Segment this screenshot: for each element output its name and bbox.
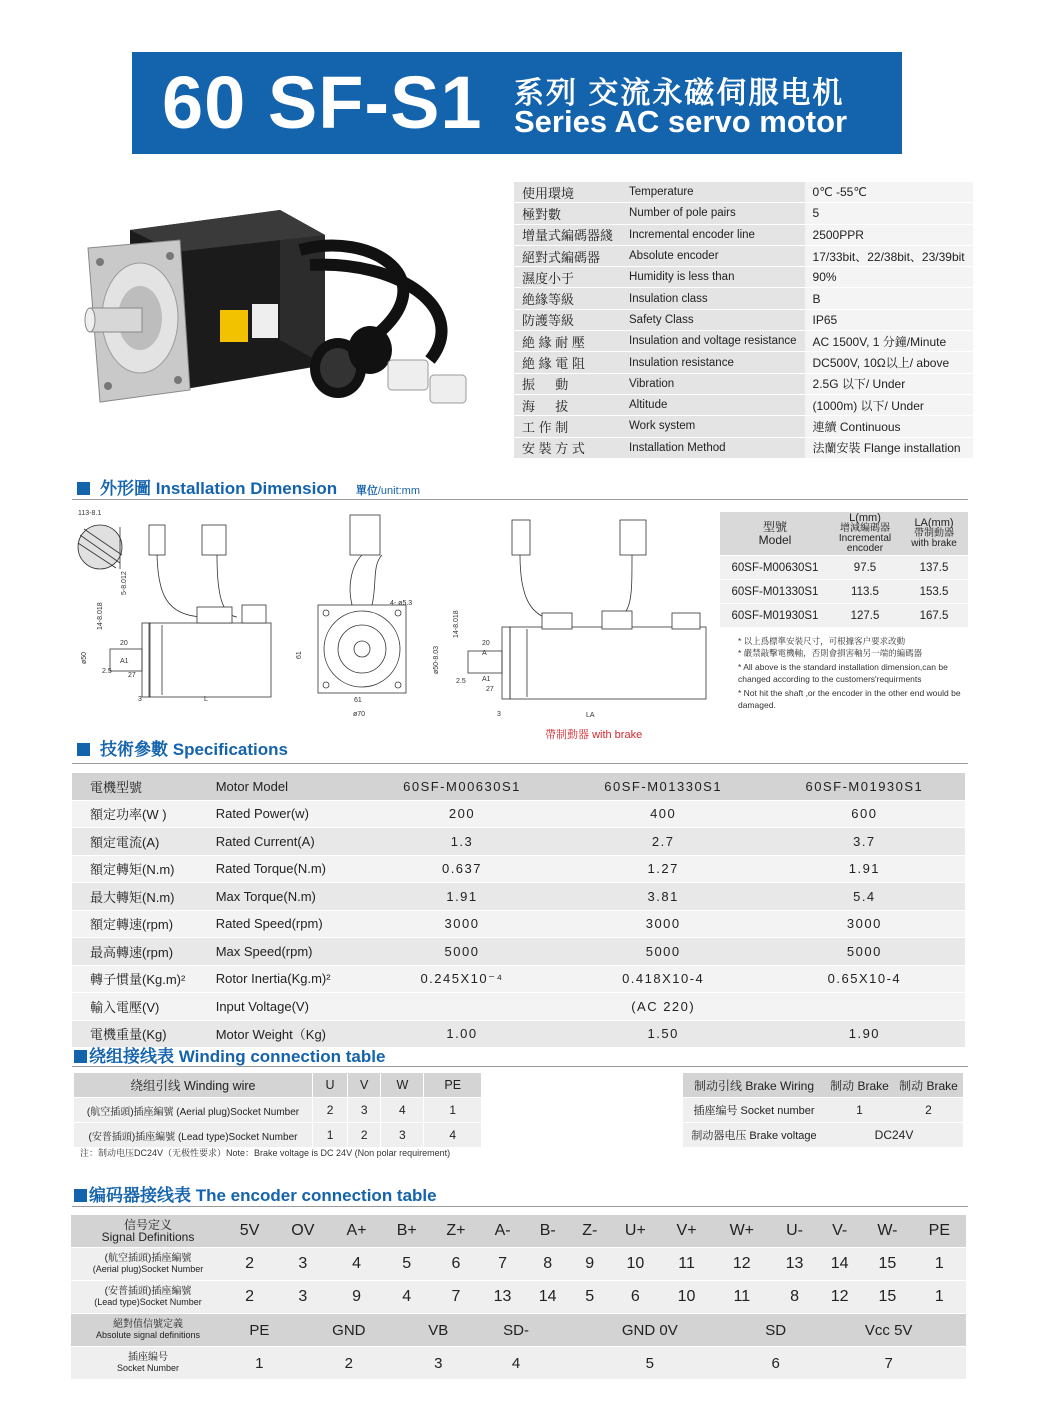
spec-label-cn: 轉子慣量(Kg.m)²	[72, 965, 215, 993]
spec-label-en: Max Torque(N.m)	[215, 883, 362, 911]
spec-heading-en: Specifications	[172, 740, 288, 759]
encoder-heading-cn: 编码器接线表	[89, 1186, 191, 1205]
dim-head-la-en: with brake	[911, 538, 957, 549]
abs-sig-label	[71, 1314, 225, 1347]
spec-value: 0.245X10⁻⁴	[361, 965, 562, 993]
dim-20-b: 20	[482, 640, 490, 647]
dim-61-v: 61	[296, 651, 303, 659]
dim-model: 60SF-M01930S1	[720, 604, 830, 628]
dimension-table	[720, 512, 968, 628]
env-label-cn: 絶 緣 電 阻	[514, 352, 621, 373]
dim-head-l-en1: Incremental	[838, 533, 892, 544]
brake-label	[545, 726, 642, 742]
abs-socket-pin: 7	[811, 1347, 966, 1380]
spec-head-m1: 60SF-M00630S1	[361, 773, 562, 800]
spec-weight-en: Motor Weight（Kg)	[215, 1020, 362, 1048]
dim-model: 60SF-M01330S1	[720, 580, 830, 604]
env-value: 2.5G 以下/ Under	[805, 373, 973, 394]
spec-label-cn: 額定轉矩(N.m)	[72, 855, 215, 883]
env-label-cn: 濕度小于	[514, 267, 621, 288]
env-label-cn: 極對數	[514, 203, 621, 224]
dim-27: 27	[128, 672, 136, 679]
enc-aerial-pin: 4	[331, 1248, 381, 1281]
spec-row	[72, 855, 965, 883]
spec-label-en: Max Speed(rpm)	[215, 938, 362, 966]
env-label-en: Humidity is less than	[621, 267, 805, 288]
dimension-drawings	[72, 505, 717, 735]
dim-3-b: 3	[497, 711, 501, 718]
env-value: IP65	[805, 309, 973, 330]
abs-sig-cn: 絕對值信號定義	[113, 1318, 183, 1330]
dim-la: LA	[586, 712, 595, 719]
model-title: 60 SF-S1	[162, 61, 483, 144]
spec-weight-v3: 1.90	[764, 1020, 965, 1048]
dim-14-b: 14-8.018	[453, 610, 460, 638]
enc-lead-pin: 7	[432, 1281, 480, 1314]
dim-head-model-cn: 型號	[762, 519, 787, 534]
enc-aerial-pin: 7	[480, 1248, 525, 1281]
enc-lead-label	[71, 1281, 225, 1314]
env-label-en: Installation Method	[621, 437, 805, 458]
dim-a1-b: A1	[482, 676, 491, 683]
spec-value: 1.27	[563, 855, 764, 883]
enc-signal: Z+	[432, 1215, 480, 1248]
enc-lead-pin: 15	[862, 1281, 912, 1314]
dim-27-b: 27	[486, 686, 494, 693]
spec-value: 5000	[764, 938, 965, 966]
header-banner	[132, 52, 902, 154]
winding-table	[74, 1073, 482, 1148]
env-row	[514, 373, 973, 394]
spec-label-cn: 最大轉矩(N.m)	[72, 883, 215, 911]
enc-aerial-pin: 11	[661, 1248, 711, 1281]
enc-signal: W-	[862, 1215, 912, 1248]
winding-heading-en: Winding connection table	[178, 1047, 386, 1066]
env-value: 17/33bit、22/38bit、23/39bit	[805, 245, 973, 266]
install-heading-en: Installation Dimension	[155, 479, 338, 498]
spec-table	[72, 773, 965, 1048]
env-row	[514, 394, 973, 415]
spec-value: 3000	[361, 910, 562, 938]
env-label-en: Safety Class	[621, 309, 805, 330]
wind-value: 3	[381, 1123, 424, 1148]
abs-socket-pin: 2	[294, 1347, 404, 1380]
abs-signal: PE	[225, 1314, 294, 1347]
enc-aerial-en: (Aerial plug)Socket Number	[92, 1263, 204, 1274]
spec-value: 3.7	[764, 828, 965, 856]
dim-l-value: 97.5	[830, 556, 900, 580]
env-label-en: Insulation and voltage resistance	[621, 331, 805, 352]
env-value: 5	[805, 203, 973, 224]
enc-aerial-pin: 8	[525, 1248, 570, 1281]
spec-value: 0.418X10-4	[563, 965, 764, 993]
note-1: * 以上爲標準安裝尺寸，可根據客户要求改動	[738, 636, 906, 646]
env-row	[514, 331, 973, 352]
spec-value: 1.3	[361, 828, 562, 856]
spec-value: 5000	[563, 938, 764, 966]
brake-socket-label: 插座编号 Socket number	[683, 1098, 825, 1123]
abs-sock-cn: 插座编号	[128, 1351, 168, 1363]
spec-label-cn: 額定功率(W )	[72, 800, 215, 828]
enc-signal: W+	[712, 1215, 772, 1248]
spec-label-en: Rated Power(w)	[215, 800, 362, 828]
title-cn: 系列 交流永磁伺服电机	[514, 77, 845, 110]
unit-cn: 單位	[355, 485, 378, 497]
spec-label-en: Rated Current(A)	[215, 828, 362, 856]
enc-sig-label	[71, 1215, 225, 1248]
env-label-cn: 安 裝 方 式	[514, 437, 621, 458]
spec-head-m2: 60SF-M01330S1	[563, 773, 764, 800]
env-label-cn: 工 作 制	[514, 416, 621, 437]
spec-label-en: Rated Speed(rpm)	[215, 910, 362, 938]
env-row	[514, 182, 973, 203]
spec-label-cn: 額定電流(A)	[72, 828, 215, 856]
dim-61: 61	[354, 697, 362, 704]
env-row	[514, 437, 973, 458]
env-label-cn: 防護等級	[514, 309, 621, 330]
env-value: 0℃ -55℃	[805, 182, 973, 203]
abs-socket-pin: 6	[740, 1347, 811, 1380]
dim-14: 14-8.018	[97, 602, 104, 630]
brake-table	[683, 1073, 963, 1148]
dim-model: 60SF-M00630S1	[720, 556, 830, 580]
brake-head-1: 制动 Brake	[825, 1073, 894, 1098]
dim-2-5: 2.5	[102, 668, 112, 675]
env-row	[514, 309, 973, 330]
spec-voltage-cn: 輸入電壓(V)	[72, 993, 215, 1021]
enc-aerial-cn: (航空插頭)插座編號	[104, 1252, 192, 1264]
spec-row	[72, 938, 965, 966]
spec-row	[72, 910, 965, 938]
enc-lead-pin: 5	[570, 1281, 609, 1314]
dim-3: 3	[138, 696, 142, 703]
enc-lead-pin: 8	[772, 1281, 817, 1314]
enc-aerial-label	[71, 1248, 225, 1281]
env-value: DC500V, 10Ω以上/ above	[805, 352, 973, 373]
spec-voltage-value: (AC 220)	[361, 993, 965, 1021]
winding-heading-cn: 绕组接线表	[89, 1047, 174, 1066]
spec-value: 400	[563, 800, 764, 828]
spec-value: 0.65X10-4	[764, 965, 965, 993]
enc-lead-pin: 14	[525, 1281, 570, 1314]
wind-value: 3	[348, 1098, 381, 1123]
wind-head-w: W	[381, 1073, 424, 1098]
spec-label-cn: 額定轉速(rpm)	[72, 910, 215, 938]
dimension-notes	[738, 636, 968, 711]
enc-lead-pin: 13	[480, 1281, 525, 1314]
wind-value: 4	[381, 1098, 424, 1123]
divider	[72, 763, 968, 764]
abs-signal: Vcc 5V	[811, 1314, 966, 1347]
env-value: B	[805, 288, 973, 309]
enc-lead-pin: 6	[609, 1281, 661, 1314]
enc-signal: U+	[609, 1215, 661, 1248]
spec-head-cn: 電機型號	[72, 773, 215, 800]
dim-head-l-cn: 增減編碼器	[840, 523, 890, 534]
dim-head-la-cn: 帶制動器	[914, 528, 954, 539]
brake-head-2: 制动 Brake	[894, 1073, 963, 1098]
dim-head-la-top: LA(mm)	[914, 517, 954, 529]
dim-head-l-en2: encoder	[846, 543, 884, 554]
spec-value: 1.91	[764, 855, 965, 883]
environment-table	[514, 182, 973, 459]
wind-label: (航空插頭)插座編號 (Aerial plug)Socket Number	[74, 1098, 313, 1123]
enc-aerial-pin: 13	[772, 1248, 817, 1281]
env-label-en: Vibration	[621, 373, 805, 394]
divider	[72, 1066, 968, 1067]
unit-label	[356, 485, 420, 497]
env-label-en: Number of pole pairs	[621, 203, 805, 224]
env-row	[514, 267, 973, 288]
encoder-table	[71, 1215, 966, 1314]
env-label-en: Incremental encoder line	[621, 224, 805, 245]
env-value: (1000m) 以下/ Under	[805, 394, 973, 415]
enc-signal: OV	[274, 1215, 331, 1248]
wind-value: 1	[313, 1123, 348, 1148]
dim-row	[720, 556, 968, 580]
title-en: Series AC servo motor	[514, 104, 848, 139]
env-label-en: Temperature	[621, 182, 805, 203]
abs-sig-en: Absolute signal definitions	[95, 1329, 201, 1340]
dim-phi50: ø50	[81, 651, 88, 664]
encoder-heading	[74, 1181, 437, 1206]
env-value: AC 1500V, 1 分鐘/Minute	[805, 331, 973, 352]
wind-head-pe: PE	[424, 1073, 482, 1098]
unit-en: /unit:mm	[377, 485, 421, 497]
divider	[72, 1206, 968, 1207]
spec-row	[72, 800, 965, 828]
env-value: 90%	[805, 267, 973, 288]
dim-head-l	[830, 512, 900, 556]
encoder-heading-en: The encoder connection table	[195, 1186, 437, 1205]
brake-label-cn: 帶制動器	[545, 729, 589, 741]
dim-5: 5-8.012	[121, 571, 128, 595]
spec-voltage-en: Input Voltage(V)	[215, 993, 362, 1021]
abs-signal: GND 0V	[560, 1314, 741, 1347]
dim-key: 113-8.1	[78, 510, 102, 517]
enc-sig-en: Signal Definitions	[101, 1230, 195, 1244]
dim-head-la	[900, 512, 968, 556]
abs-socket-pin: 3	[404, 1347, 473, 1380]
spec-head-m3: 60SF-M01930S1	[764, 773, 965, 800]
wind-label: (安普插頭)插座編號 (Lead type)Socket Number	[74, 1123, 313, 1148]
env-label-cn: 絶 緣 耐 壓	[514, 331, 621, 352]
env-label-en: Insulation class	[621, 288, 805, 309]
wind-row	[74, 1123, 482, 1148]
spec-value: 3000	[563, 910, 764, 938]
enc-aerial-pin: 6	[432, 1248, 480, 1281]
spec-label-cn: 最高轉速(rpm)	[72, 938, 215, 966]
spec-row	[72, 828, 965, 856]
env-label-cn: 絶緣等級	[514, 288, 621, 309]
spec-value: 3000	[764, 910, 965, 938]
dim-a: A	[482, 650, 487, 657]
env-row	[514, 245, 973, 266]
enc-aerial-pin: 5	[382, 1248, 432, 1281]
enc-aerial-pin: 9	[570, 1248, 609, 1281]
absolute-signal-table	[71, 1314, 966, 1380]
abs-sock-label	[71, 1347, 225, 1380]
wind-value: 2	[313, 1098, 348, 1123]
enc-aerial-pin: 10	[609, 1248, 661, 1281]
abs-signal: GND	[294, 1314, 404, 1347]
env-label-cn: 使用環境	[514, 182, 621, 203]
enc-signal: V+	[661, 1215, 711, 1248]
dim-head-model	[720, 512, 830, 556]
dim-a1: A1	[120, 658, 129, 665]
env-value: 法蘭安裝 Flange installation	[805, 437, 973, 458]
abs-socket-pin: 1	[225, 1347, 294, 1380]
enc-signal: B+	[382, 1215, 432, 1248]
dim-row	[720, 604, 968, 628]
dim-l-value: 127.5	[830, 604, 900, 628]
wind-head-v: V	[348, 1073, 381, 1098]
dim-phi70: ø70	[353, 711, 366, 718]
wind-value: 2	[348, 1123, 381, 1148]
enc-lead-pin: 11	[712, 1281, 772, 1314]
brake-socket-2: 2	[894, 1098, 963, 1123]
spec-row	[72, 883, 965, 911]
enc-signal: U-	[772, 1215, 817, 1248]
abs-signal: SD-	[473, 1314, 560, 1347]
spec-value: 3.81	[563, 883, 764, 911]
note-3: * All above is the standard installation dimension,can be changed according to the customers'requirments	[738, 662, 948, 684]
env-label-cn: 振 動	[514, 373, 621, 394]
abs-socket-pin: 5	[560, 1347, 741, 1380]
note-4: * Not hit the shaft ,or the encoder in the other end would be damaged.	[738, 688, 961, 710]
dim-l: L	[204, 696, 208, 703]
dim-la-value: 167.5	[900, 604, 968, 628]
spec-value: 5.4	[764, 883, 965, 911]
env-label-en: Altitude	[621, 394, 805, 415]
enc-signal: Z-	[570, 1215, 609, 1248]
wind-row	[74, 1098, 482, 1123]
divider	[72, 499, 968, 500]
env-row	[514, 203, 973, 224]
env-row	[514, 224, 973, 245]
abs-sock-en: Socket Number	[116, 1362, 180, 1373]
enc-lead-pin: 4	[382, 1281, 432, 1314]
spec-heading-cn: 技術參數	[100, 740, 168, 759]
enc-lead-pin: 9	[331, 1281, 381, 1314]
abs-signal: SD	[740, 1314, 811, 1347]
dim-head-model-en: Model	[758, 532, 792, 547]
spec-value: 600	[764, 800, 965, 828]
enc-signal: PE	[913, 1215, 966, 1248]
spec-value: 5000	[361, 938, 562, 966]
enc-lead-pin: 10	[661, 1281, 711, 1314]
wind-value: 1	[424, 1098, 482, 1123]
env-label-en: Insulation resistance	[621, 352, 805, 373]
spec-label-en: Rotor Inertia(Kg.m)²	[215, 965, 362, 993]
spec-value: 2.7	[563, 828, 764, 856]
brake-head-wiring: 制动引线 Brake Wiring	[683, 1073, 825, 1098]
spec-head-en: Motor Model	[215, 773, 362, 800]
env-label-en: Absolute encoder	[621, 245, 805, 266]
dim-phi50-b: ø50-8.03	[433, 645, 440, 674]
enc-lead-pin: 3	[274, 1281, 331, 1314]
winding-heading	[74, 1042, 385, 1067]
abs-socket-pin: 4	[473, 1347, 560, 1380]
brake-voltage-value: DC24V	[825, 1123, 963, 1148]
enc-lead-cn: (安普插頭)插座編號	[104, 1285, 192, 1297]
enc-aerial-pin: 1	[913, 1248, 966, 1281]
enc-signal: B-	[525, 1215, 570, 1248]
spec-value: 1.91	[361, 883, 562, 911]
enc-lead-pin: 2	[225, 1281, 274, 1314]
enc-signal: 5V	[225, 1215, 274, 1248]
dim-head-l-top: L(mm)	[849, 512, 881, 524]
abs-signal: VB	[404, 1314, 473, 1347]
spec-weight-cn: 電機重量(Kg)	[72, 1020, 215, 1048]
brake-voltage-label: 制动器电压 Brake voltage	[683, 1123, 825, 1148]
wind-head-u: U	[313, 1073, 348, 1098]
enc-lead-pin: 1	[913, 1281, 966, 1314]
env-row	[514, 288, 973, 309]
enc-signal: V-	[817, 1215, 862, 1248]
enc-aerial-pin: 3	[274, 1248, 331, 1281]
spec-heading	[77, 735, 288, 760]
winding-footnote: 注：制动电压DC24V（无极性要求）Note：Brake voltage is DC 24V (Non polar requirement)	[80, 1148, 451, 1158]
brake-socket-1: 1	[825, 1098, 894, 1123]
dim-holes: 4- ø5.3	[390, 600, 413, 607]
spec-weight-v1: 1.00	[361, 1020, 562, 1048]
motor-image	[70, 190, 500, 430]
spec-row	[72, 965, 965, 993]
dim-la-value: 137.5	[900, 556, 968, 580]
enc-lead-en: (Lead type)Socket Number	[94, 1296, 202, 1307]
env-row	[514, 352, 973, 373]
dim-la-value: 153.5	[900, 580, 968, 604]
env-label-en: Work system	[621, 416, 805, 437]
note-2: * 嚴禁敲擊電機軸，否則會損害軸另一端的編碼器	[738, 647, 923, 658]
enc-signal: A-	[480, 1215, 525, 1248]
spec-label-en: Rated Torque(N.m)	[215, 855, 362, 883]
enc-aerial-pin: 2	[225, 1248, 274, 1281]
enc-lead-pin: 12	[817, 1281, 862, 1314]
enc-aerial-pin: 12	[712, 1248, 772, 1281]
enc-aerial-pin: 15	[862, 1248, 912, 1281]
wind-value: 4	[424, 1123, 482, 1148]
wind-head-label: 绕组引线 Winding wire	[74, 1073, 313, 1098]
install-heading	[77, 474, 420, 499]
env-row	[514, 416, 973, 437]
env-value: 2500PPR	[805, 224, 973, 245]
enc-sig-cn: 信号定义	[123, 1218, 172, 1232]
spec-value: 0.637	[361, 855, 562, 883]
env-label-cn: 絕對式編碼器	[514, 245, 621, 266]
env-label-cn: 海 拔	[514, 394, 621, 415]
dim-row	[720, 580, 968, 604]
env-label-cn: 增量式編碼器綫	[514, 224, 621, 245]
install-heading-cn: 外形圖	[100, 479, 151, 498]
dim-l-value: 113.5	[830, 580, 900, 604]
env-value: 連續 Continuous	[805, 416, 973, 437]
dim-20: 20	[120, 640, 128, 647]
spec-weight-v2: 1.50	[563, 1020, 764, 1048]
dim-2-5-b: 2.5	[456, 678, 466, 685]
enc-aerial-pin: 14	[817, 1248, 862, 1281]
brake-label-en: with brake	[592, 729, 643, 741]
spec-value: 200	[361, 800, 562, 828]
enc-signal: A+	[331, 1215, 381, 1248]
